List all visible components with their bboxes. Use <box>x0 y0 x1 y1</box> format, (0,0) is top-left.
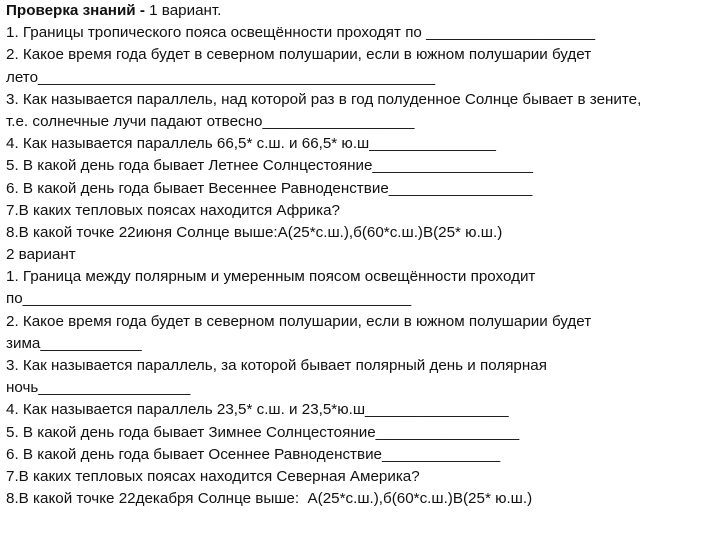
question-line: 7.В каких тепловых поясах находится Африка? <box>6 201 340 219</box>
question-line: ночь__________________ <box>6 379 191 397</box>
title-variant-part: 1 вариант. <box>149 2 222 19</box>
question-line: 4. Как называется параллель 66,5* с.ш. и 66,5* ю.ш_______________ <box>6 135 496 153</box>
question-line: 2. Какое время года будет в северном полушарии, если в южном полушарии будет <box>6 46 592 64</box>
question-line: 6. В какой день года бывает Осеннее Равноденствие______________ <box>6 445 501 463</box>
document-title <box>6 0 714 22</box>
question-line: зима____________ <box>6 334 142 352</box>
question-line: 3. Как называется параллель, за которой бывает полярный день и полярная <box>6 357 547 374</box>
question-line: т.е. солнечные лучи падают отвесно__________________ <box>6 112 415 130</box>
question-line: по______________________________________________ <box>6 290 412 308</box>
question-line: 6. В какой день года бывает Весеннее Равноденствие_________________ <box>6 179 533 197</box>
question-line: 1. Границы тропического пояса освещённости проходят по ____________________ <box>6 24 596 42</box>
question-line: 8.В какой точке 22июня Солнце выше:А(25*с.ш.),б(60*с.ш.)В(25* ю.ш.) <box>6 223 503 241</box>
question-line: 2. Какое время года будет в северном полушарии, если в южном полушарии будет <box>6 312 592 330</box>
question-line: 7.В каких тепловых поясах находится Северная Америка? <box>6 467 420 485</box>
question-line: 3. Как называется параллель, над которой раз в год полуденное Солнце бывает в зените, <box>6 90 642 108</box>
question-line: 1. Граница между полярным и умеренным поясом освещённости проходит <box>6 268 536 286</box>
title-bold-part: Проверка знаний - <box>6 2 150 19</box>
variant-heading: 2 вариант <box>6 246 76 264</box>
question-line: 8.В какой точке 22декабря Солнце выше: А(25*с.ш.),б(60*с.ш.)В(25* ю.ш.) <box>6 490 533 508</box>
question-line: 5. В какой день года бывает Зимнее Солнцестояние_________________ <box>6 423 520 441</box>
question-line: лето_______________________________________________ <box>6 68 436 86</box>
question-line: 5. В какой день года бывает Летнее Солнцестояние___________________ <box>6 157 533 175</box>
question-line: 4. Как называется параллель 23,5* с.ш. и 23,5*ю.ш_________________ <box>6 401 509 419</box>
